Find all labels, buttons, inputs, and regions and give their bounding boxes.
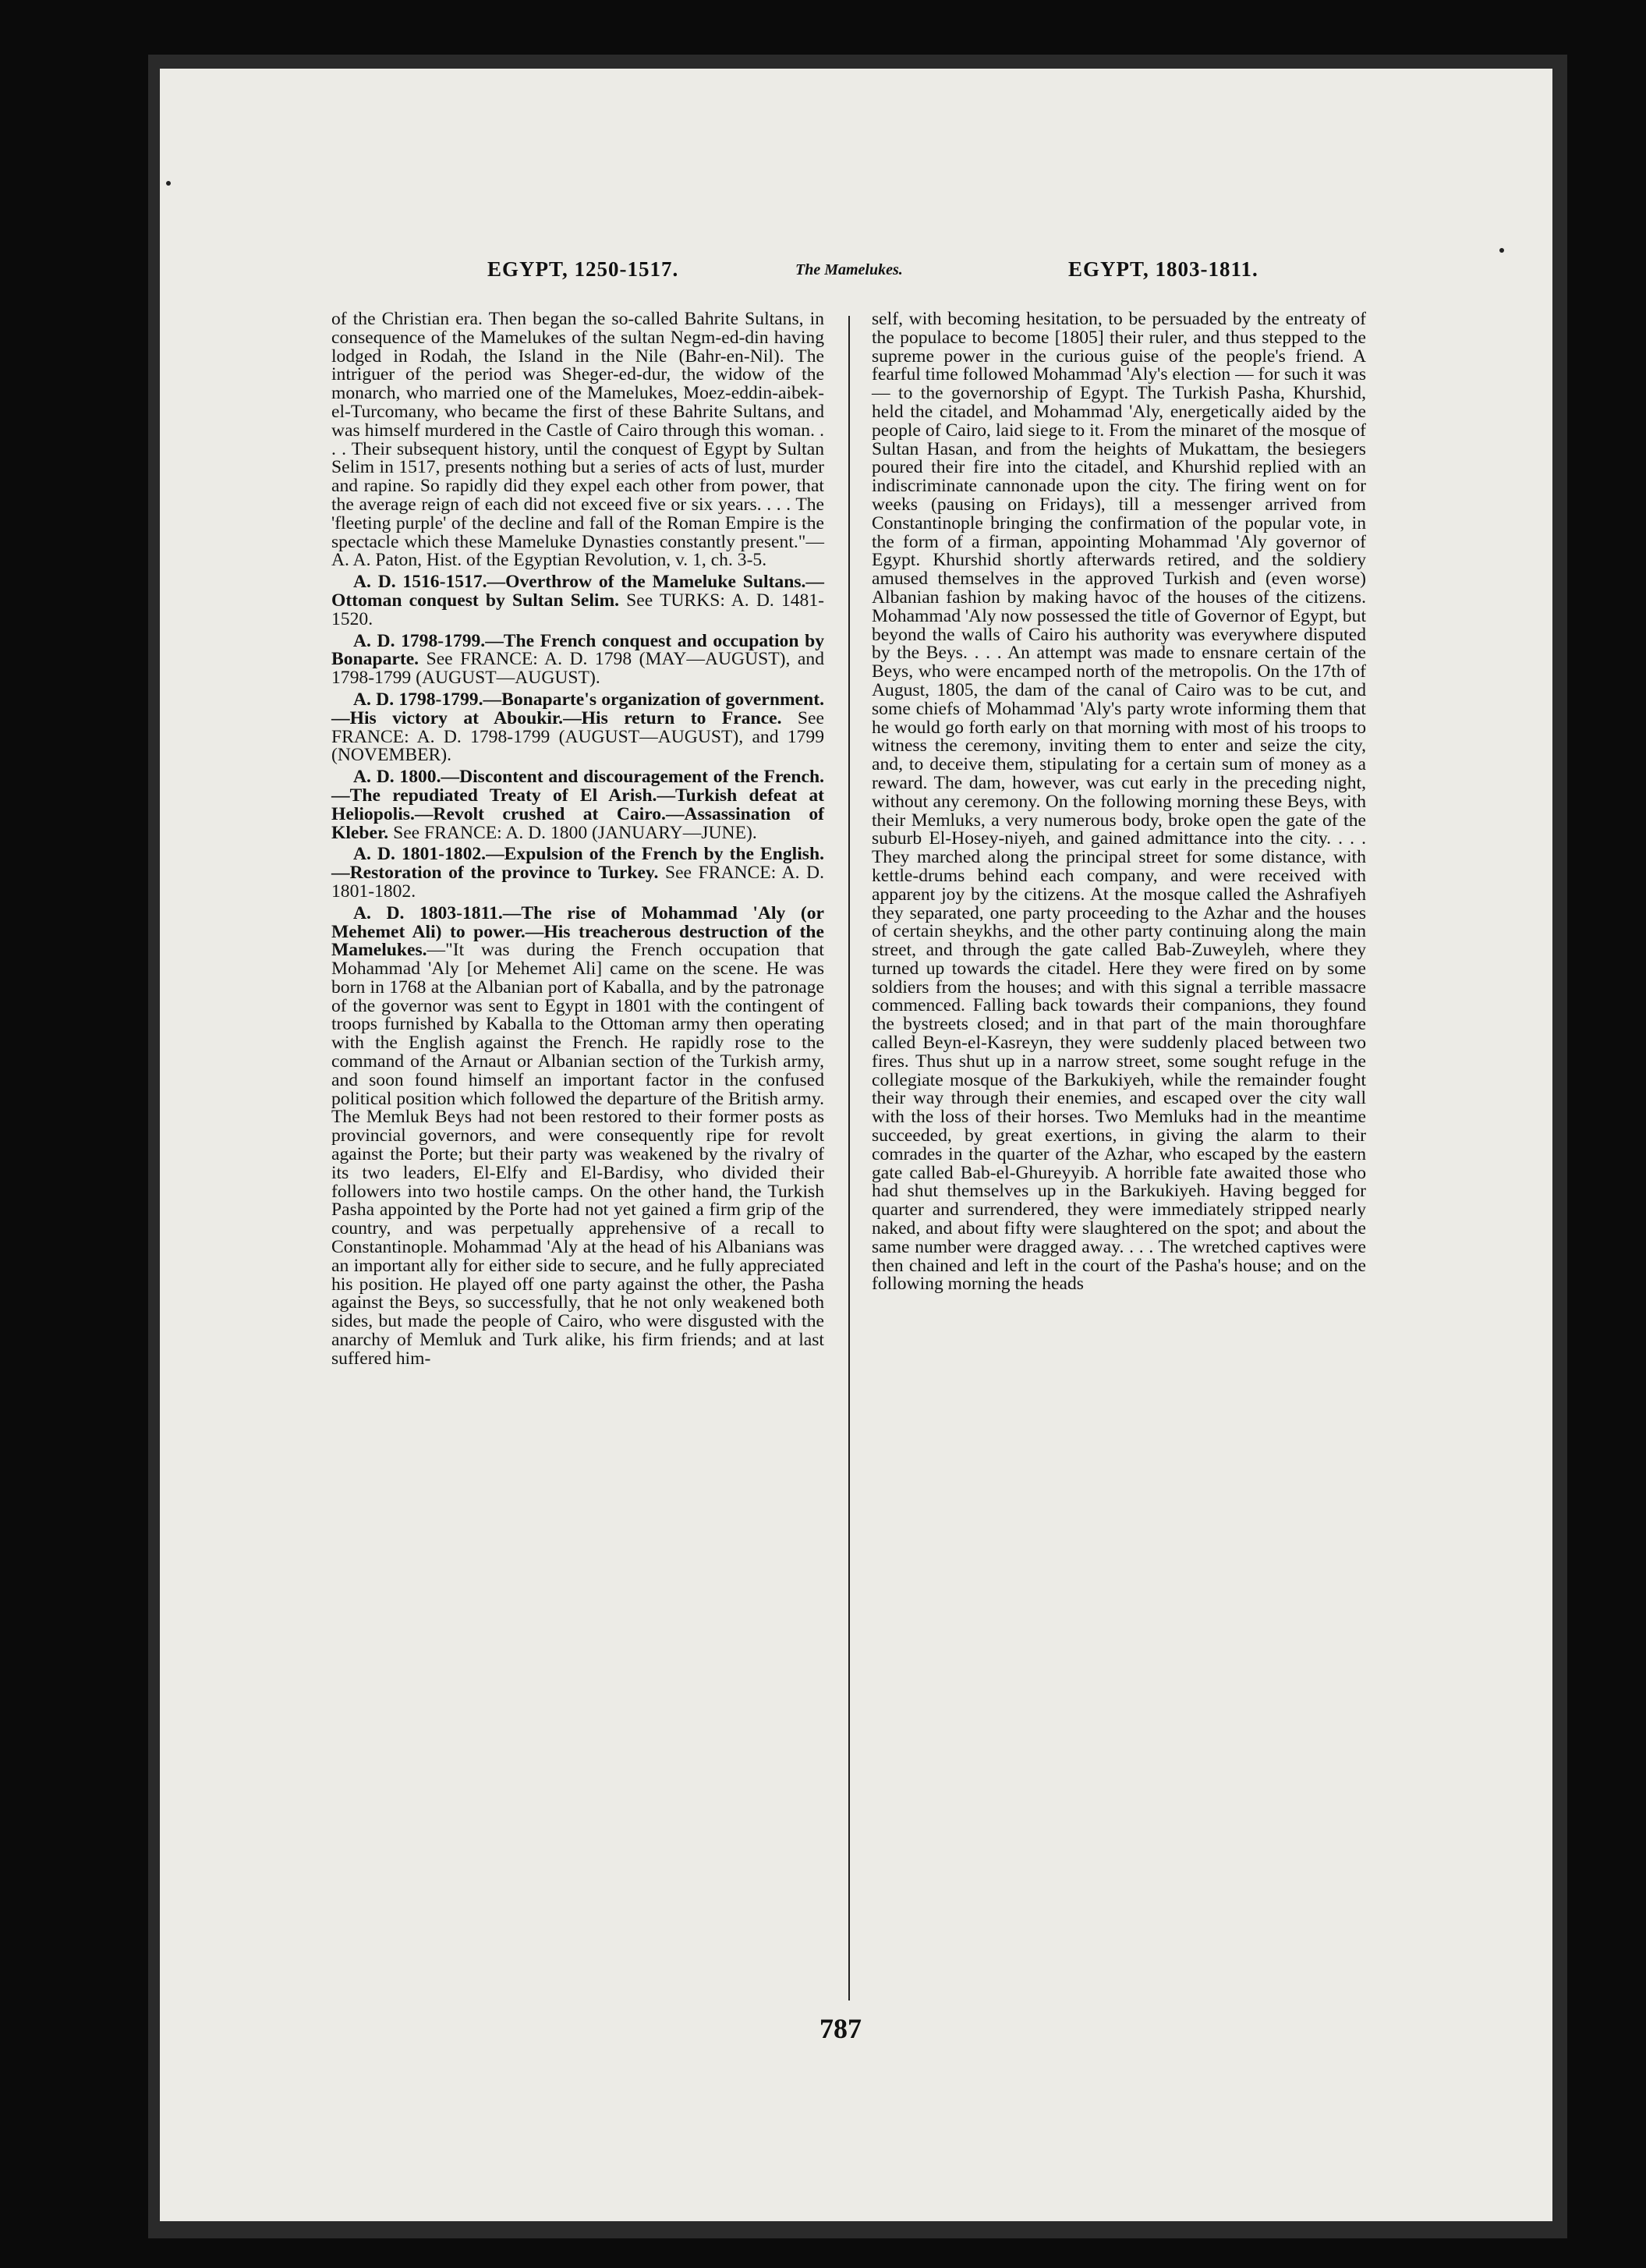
entry-heading: A. D. 1803-1811.—The rise of Mohammad 'Aly (or Mehemet Ali) to power.—His treacherous destruction of the Mamelukes. xyxy=(331,902,824,961)
header-left: EGYPT, 1250-1517. xyxy=(487,257,679,281)
right-column xyxy=(872,310,1366,1294)
entry-heading: A. D. 1798-1799.—Bonaparte's organization of government.—His victory at Aboukir.—His return to France. xyxy=(331,689,824,728)
scan-speck xyxy=(1499,248,1504,253)
column-divider xyxy=(848,316,850,2000)
paragraph-continuation: self, with becoming hesitation, to be persuaded by the entreaty of the populace to become [1805] their ruler, and thus stepped to the supreme power in the curious guise of the people's friend. A fearful time followed Mohammad 'Aly's election — for such it was — to the governorship of Egypt. The Turkish Pasha, Khurshid, held the citadel, and Mohammad 'Aly, energetically aided by the people of Cairo, laid siege to it. From the minaret of the mosque of Sultan Hasan, and from the heights of Mukattam, the besiegers poured their fire into the citadel, and Khurshid replied with an indiscriminate cannonade upon the city. The firing went on for weeks (pausing on Fridays), till a messenger arrived from Constantinople bringing the confirmation of the popular vote, in the form of a firman, appointing Mohammad 'Aly governor of Egypt. Khurshid shortly afterwards retired, and the soldiery amused themselves in the approved Turkish and (even worse) Albanian fashion by making havoc of the houses of the citizens. Mohammad 'Aly now possessed the title of Governor of Egypt, but beyond the walls of Cairo his authority was everywhere disputed by the Beys. . . . An attempt was made to ensnare certain of the Beys, who were encamped north of the metropolis. On the 17th of August, 1805, the dam of the canal of Cairo was to be cut, and some chiefs of Mohammad 'Aly's party wrote informing them that he would go forth early on that morning with most of his troops to witness the ceremony, inviting them to enter and seize the city, and, to deceive them, stipulating for a certain sum of money as a reward. The dam, however, was cut early in the preceding night, without any ceremony. On the following morning these Beys, with their Memluks, a very numerous body, broke open the gate of the suburb El-Hosey-niyeh, and gained admittance into the city. . . . They marched along the principal street for some distance, with kettle-drums behind each company, and were received with apparent joy by the citizens. At the mosque called the Ashrafiyeh they separated, one party proceeding to the Azhar and the houses of certain sheykhs, and the other party continuing along the main street, and through the gate called Bab-Zuweyleh, where they turned up towards the citadel. Here they were fired on by some soldiers from the houses; and with this signal a terrible massacre commenced. Falling back towards their companions, they found the bystreets closed; and in that part of the main thoroughfare called Beyn-el-Kasreyn, they were suddenly placed between two fires. Thus shut up in a narrow street, some sought refuge in the collegiate mosque of the Barkukiyeh, while the remainder fought their way through their enemies, and escaped over the city wall with the loss of their horses. Two Memluks had in the meantime succeeded, by great exertions, in giving the alarm to their comrades in the quarter of the Azhar, who escaped by the eastern gate called Bab-el-Ghureyyib. A horrible fate awaited those who had shut themselves up in the Barkukiyeh. Having begged for quarter and surrendered, they were immediately stripped nearly naked, and about fifty were slaughtered on the spot; and about the same number were dragged away. . . . The wretched captives were then chained and left in the court of the Pasha's house; and on the following morning the heads xyxy=(872,309,1366,1295)
entry xyxy=(331,902,824,1369)
paragraph-continuation: of the Christian era. Then began the so-called Bahrite Sultans, in consequence of the Mamelukes of the sultan Negm-ed-din having lodged in Rodah, the Island in the Nile (Bahr-en-Nil). The intriguer of the period was Sheger-ed-dur, the widow of the monarch, who married one of the Mamelukes, Moez-eddin-aibek-el-Turcomany, who became the first of these Bahrite Sultans, and was himself murdered in the Castle of Cairo through this woman. . . . Their subsequent history, until the conquest of Egypt by Sultan Selim in 1517, presents nothing but a series of acts of lust, murder and rapine. So rapidly did they expel each other from power, that the average reign of each did not exceed five or six years. . . . The 'fleeting purple' of the decline and fall of the Roman Empire is the spectacle which these Mameluke Dynasties constantly present."—A. A. Paton, Hist. of the Egyptian Revolution, v. 1, ch. 3-5. xyxy=(331,309,824,571)
entry xyxy=(331,573,824,629)
entry xyxy=(331,768,824,842)
entry-heading: A. D. 1798-1799.—The French conquest and occupation by Bonaparte. xyxy=(331,630,824,670)
entry xyxy=(331,630,824,689)
entry-heading: A. D. 1801-1802.—Expulsion of the French by the English.—Restoration of the province to Turkey. xyxy=(331,844,824,884)
entry-text: See FRANCE: A. D. 1798 (MAY—AUGUST), and 1798-1799 (AUGUST—AUGUST). xyxy=(331,649,824,689)
page-number: 787 xyxy=(819,2013,862,2044)
entry-text: See TURKS: A. D. 1481-1520. xyxy=(331,590,824,629)
entry-text: See FRANCE: A. D. 1798-1799 (AUGUST—AUGUST), and 1799 (NOVEMBER). xyxy=(331,707,824,766)
entry xyxy=(331,691,824,765)
running-header xyxy=(320,257,1333,296)
entry xyxy=(331,845,824,901)
header-center: The Mamelukes. xyxy=(795,261,903,278)
entry-heading: A. D. 1800.—Discontent and discouragement of the French.—The repudiated Treaty of El Arish.—Turkish defeat at Heliopolis.—Revolt crushed at Cairo.—Assassination of Kleber. xyxy=(331,767,824,843)
left-column xyxy=(331,310,824,1369)
entry-text: —"It was during the French occupation that Mohammad 'Aly [or Mehemet Ali] came on the scene. He was born in 1768 at the Albanian port of Kaballa, and by the patronage of the governor was sent to Egypt in 1801 with the contingent of troops furnished by Kaballa to the Ottoman army then operating with the English against the French. He rapidly rose to the command of the Arnaut or Albanian section of the Turkish army, and soon found himself an important factor in the confused political position which followed the departure of the British army. The Memluk Beys had not been restored to their former posts as provincial governors, and were consequently ripe for revolt against the Porte; but their party was weakened by the rivalry of its two leaders, El-Elfy and El-Bardisy, who divided their followers into two hostile camps. On the other hand, the Turkish Pasha appointed by the Porte had not yet gained a firm grip of the country, and was perpetually apprehensive of a recall to Constantinople. Mohammad 'Aly at the head of his Albanians was an important ally for either side to secure, and he fully appreciated his position. He played off one party against the other, the Pasha against the Beys, so successfully, that he not only weakened both sides, but made the people of Cairo, who were disgusted with the anarchy of Memluk and Turk alike, his firm friends; and at last suffered him- xyxy=(331,940,824,1369)
entry-heading: A. D. 1516-1517.—Overthrow of the Mameluke Sultans.—Ottoman conquest by Sultan Selim. xyxy=(331,572,824,611)
header-right: EGYPT, 1803-1811. xyxy=(1068,257,1258,281)
entry-text: See FRANCE: A. D. 1800 (JANUARY—JUNE). xyxy=(388,822,757,843)
scan-speck xyxy=(166,181,171,186)
entry-text: See FRANCE: A. D. 1801-1802. xyxy=(331,863,824,902)
